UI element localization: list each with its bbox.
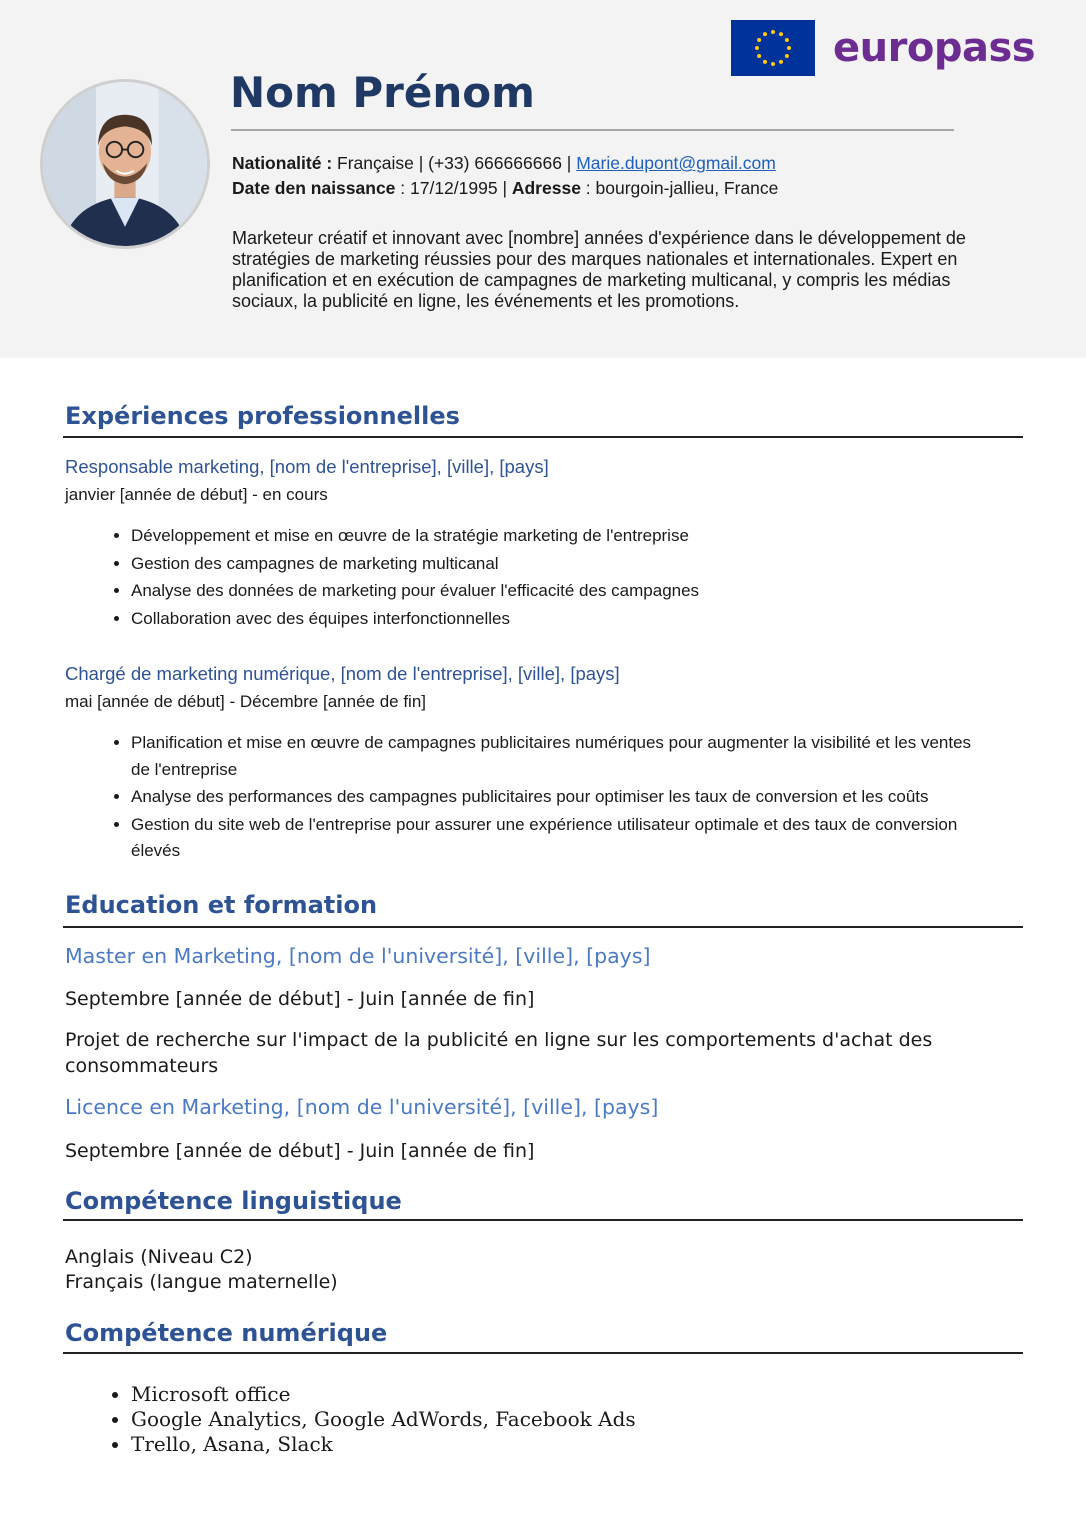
degree-dates: Septembre [année de début] - Juin [année de fin] (65, 1140, 535, 1162)
list-item: Français (langue maternelle) (65, 1271, 338, 1293)
job-title: Chargé de marketing numérique, [nom de l'entreprise], [ville], [pays] (65, 663, 620, 684)
list-item: • Développement et mise en œuvre de la stratégie marketing de l'entreprise (131, 523, 991, 550)
section-title-digital: Compétence numérique (65, 1319, 388, 1347)
europass-wordmark: europass (833, 25, 1036, 71)
list-item: • Analyse des données de marketing pour évaluer l'efficacité des campagnes (131, 578, 991, 605)
address-label: Adresse (511, 178, 581, 198)
section-divider (63, 436, 1023, 438)
section-title-languages: Compétence linguistique (65, 1187, 402, 1215)
job-duties-list (65, 523, 991, 633)
page-title: Nom Prénom (230, 68, 535, 117)
job-title: Responsable marketing, [nom de l'entreprise], [ville], [pays] (65, 456, 549, 477)
person-avatar-icon (43, 82, 207, 246)
list-item: • Gestion du site web de l'entreprise pour assurer une expérience utilisateur optimale et des taux de conversion élevés (131, 812, 991, 865)
list-item: Anglais (Niveau C2) (65, 1246, 253, 1268)
degree-dates: Septembre [année de début] - Juin [année de fin] (65, 988, 535, 1010)
birth-address-line (232, 178, 778, 199)
language-list (65, 1245, 1005, 1295)
section-divider (63, 926, 1023, 928)
list-item: • Google Analytics, Google AdWords, Facebook Ads (131, 1407, 636, 1432)
job-duties-list (65, 730, 991, 866)
degree-title: Licence en Marketing, [nom de l'université], [ville], [pays] (65, 1095, 659, 1119)
job-dates: janvier [année de début] - en cours (65, 485, 328, 504)
list-item: • Analyse des performances des campagnes publicitaires pour optimiser les taux de conversion et les coûts (131, 784, 991, 811)
profile-photo (40, 79, 210, 249)
birth-value: : 17/12/1995 | (395, 178, 512, 198)
degree-title: Master en Marketing, [nom de l'université], [ville], [pays] (65, 944, 651, 968)
list-item: • Planification et mise en œuvre de campagnes publicitaires numériques pour augmenter la visibilité et les ventes de l'entreprise (131, 730, 991, 783)
nationality-value: Française | (+33) 666666666 | (332, 153, 577, 173)
list-item: • Gestion des campagnes de marketing multicanal (131, 551, 991, 578)
digital-skills-list (65, 1382, 636, 1457)
degree-description: Projet de recherche sur l'impact de la publicité en ligne sur les comportements d'achat des consommateurs (65, 1029, 933, 1077)
birth-label: Date den naissance (232, 178, 396, 198)
nationality-label: Nationalité : (232, 153, 333, 173)
eu-flag-icon (731, 20, 815, 76)
section-title-education: Education et formation (65, 891, 378, 919)
name-divider (231, 129, 954, 131)
profile-summary: Marketeur créatif et innovant avec [nombre] années d'expérience dans le développement de stratégies de marketing réussies pour des marques nationales et internationales. Expert en planification et en exécution de campagnes de marketing multicanal, y compris les médias sociaux, la publicité en ligne, les événements et les promotions. (232, 228, 966, 311)
email-link[interactable]: Marie.dupont@gmail.com (576, 153, 776, 173)
list-item: • Microsoft office (131, 1382, 636, 1407)
section-title-experience: Expériences professionnelles (65, 402, 460, 430)
contact-line (232, 153, 776, 174)
list-item: • Trello, Asana, Slack (131, 1432, 636, 1457)
section-divider (63, 1352, 1023, 1354)
list-item: • Collaboration avec des équipes interfonctionnelles (131, 606, 991, 633)
section-divider (63, 1219, 1023, 1221)
address-value: : bourgoin-jallieu, France (580, 178, 779, 198)
job-dates: mai [année de début] - Décembre [année de fin] (65, 692, 427, 711)
europass-logo (731, 20, 1035, 76)
